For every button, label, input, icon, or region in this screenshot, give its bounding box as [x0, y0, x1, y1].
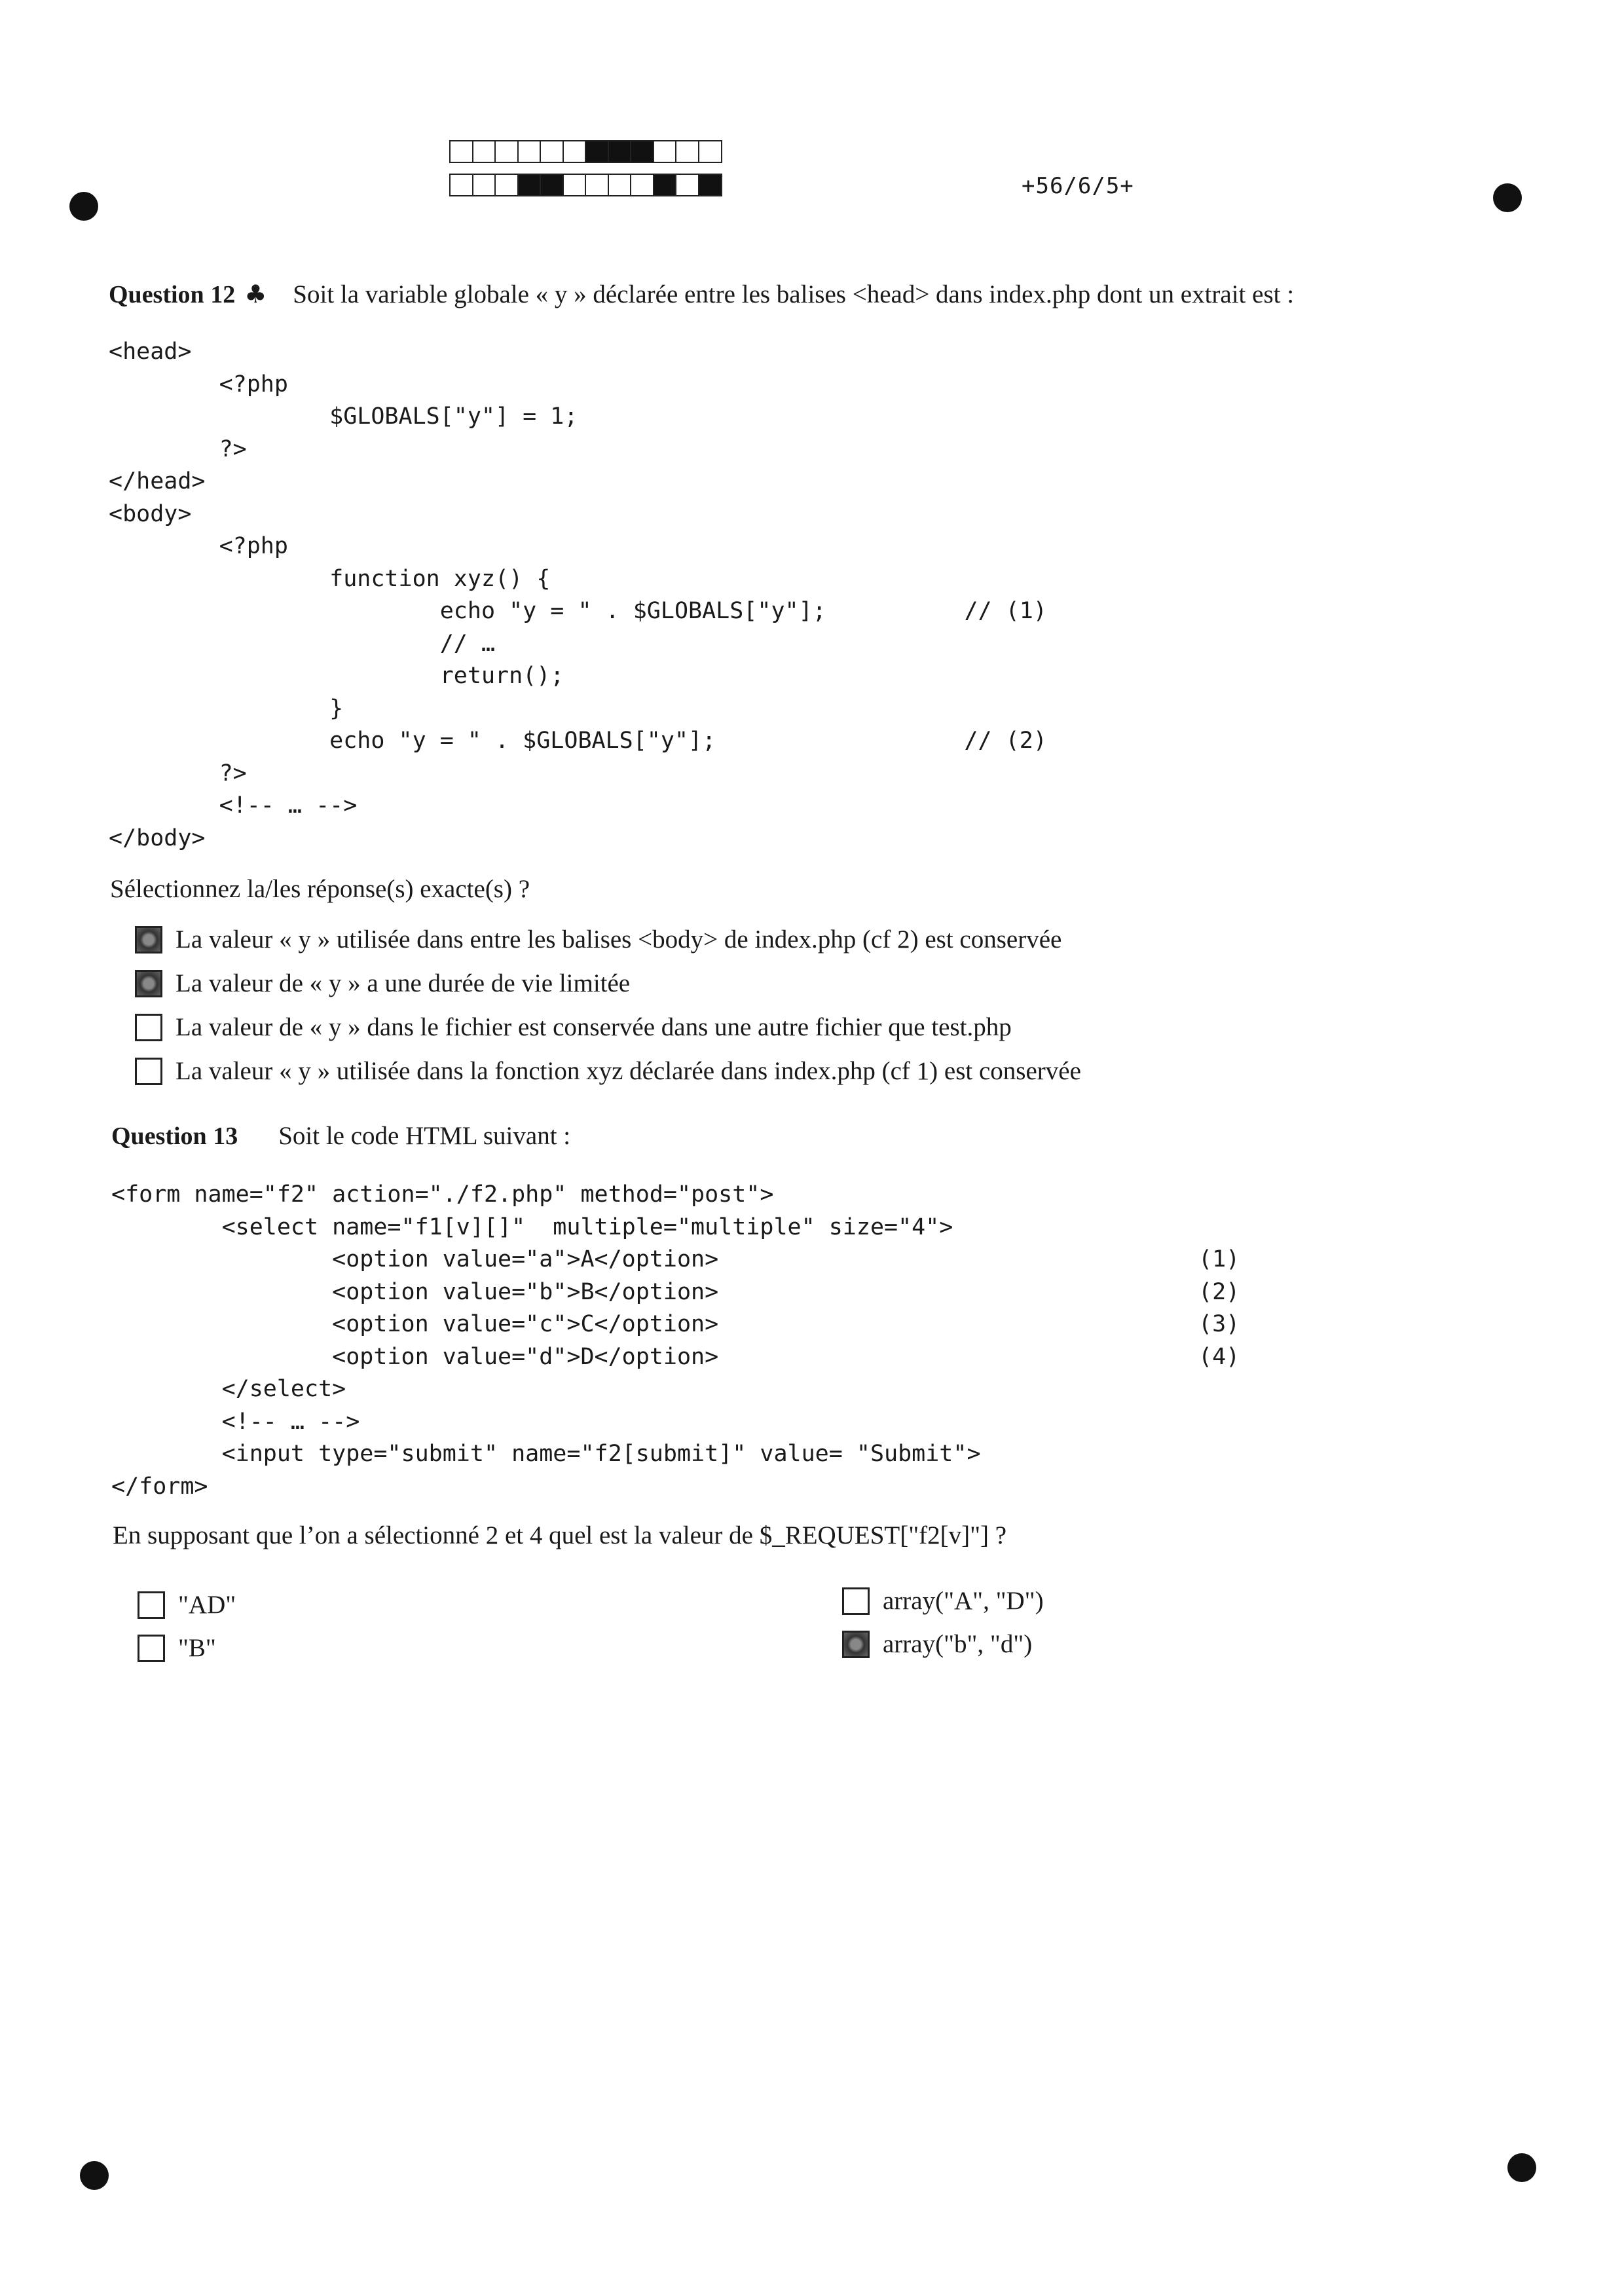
barcode-cell: [449, 174, 473, 196]
answer-choice[interactable]: [135, 1056, 1081, 1086]
question-13-header: [111, 1121, 570, 1151]
code-line: // …: [109, 630, 496, 657]
code-line: <option value="c">C</option>: [111, 1311, 719, 1337]
code-line: </head>: [109, 468, 206, 494]
checkbox-checked[interactable]: [135, 926, 162, 954]
barcode-cell: [675, 174, 699, 196]
code-line: }: [109, 695, 344, 722]
code-line: echo "y = " . $GLOBALS["y"]; // (1): [109, 598, 1047, 624]
question-13-label: Question 13: [111, 1122, 238, 1150]
barcode-cell: [494, 140, 519, 163]
answer-choice-label: "AD": [178, 1591, 236, 1619]
code-line: </select>: [111, 1376, 346, 1402]
answer-choice[interactable]: [842, 1629, 1032, 1659]
code-line: echo "y = " . $GLOBALS["y"]; // (2): [109, 728, 1047, 754]
registration-mark-bottom-left: [80, 2161, 109, 2190]
question-12-prompt: Sélectionnez la/les réponse(s) exacte(s) ?: [110, 875, 530, 903]
barcode-cell: [517, 174, 542, 196]
checkbox[interactable]: [138, 1635, 165, 1662]
code-line: $GLOBALS["y"] = 1;: [109, 403, 578, 430]
checkbox-checked[interactable]: [135, 970, 162, 997]
club-symbol: ♣: [244, 280, 267, 308]
barcode-cell: [630, 140, 654, 163]
code-line: <?php: [109, 533, 288, 559]
question-13-code-block: [111, 1183, 981, 1508]
answer-choice[interactable]: [138, 1590, 236, 1620]
code-line: <!-- … -->: [111, 1408, 360, 1435]
registration-mark-top-right: [1493, 183, 1522, 212]
barcode-top-row: [449, 140, 720, 163]
line-reference: (2): [1198, 1278, 1240, 1305]
barcode-cell: [449, 140, 473, 163]
answer-choice[interactable]: [842, 1586, 1044, 1616]
answer-choice-label: La valeur « y » utilisée dans la fonction xyz déclarée dans index.php (cf 1) est conservée: [175, 1057, 1081, 1085]
barcode-cell: [540, 140, 564, 163]
barcode-bottom-row: [449, 174, 720, 196]
answer-choice[interactable]: [135, 925, 1061, 954]
code-line: <head>: [109, 339, 192, 365]
barcode-cell: [517, 140, 542, 163]
question-12-header: [109, 280, 1294, 309]
line-reference: (3): [1198, 1311, 1240, 1337]
answer-choice-label: La valeur « y » utilisée dans entre les balises <body> de index.php (cf 2) est conservée: [175, 925, 1062, 954]
answer-choice-label: La valeur de « y » dans le fichier est conservée dans une autre fichier que test.php: [175, 1013, 1012, 1041]
barcode-cell: [563, 140, 587, 163]
barcode-cell: [585, 174, 609, 196]
answer-choice-label: array("A", "D"): [883, 1587, 1044, 1615]
code-line: </form>: [111, 1473, 208, 1500]
barcode-cell: [675, 140, 699, 163]
answer-choice[interactable]: [135, 969, 630, 998]
barcode-cell: [540, 174, 564, 196]
question-13-prompt: En supposant que l’on a sélectionné 2 et 4 quel est la valeur de $_REQUEST["f2[v]"] ?: [113, 1521, 1007, 1549]
answer-choice-label: La valeur de « y » a une durée de vie limitée: [175, 969, 631, 997]
checkbox[interactable]: [135, 1058, 162, 1085]
code-line: ?>: [109, 760, 247, 787]
barcode-cell: [563, 174, 587, 196]
barcode-cell: [698, 140, 722, 163]
checkbox[interactable]: [135, 1014, 162, 1041]
barcode-cell: [608, 140, 632, 163]
barcode-cell: [653, 140, 677, 163]
barcode-cell: [608, 174, 632, 196]
question-13-text: Soit le code HTML suivant :: [278, 1122, 571, 1150]
code-line: function xyz() {: [109, 565, 551, 592]
answer-choice[interactable]: [135, 1012, 1012, 1042]
checkbox-checked[interactable]: [842, 1631, 870, 1658]
code-line: <option value="d">D</option>: [111, 1343, 719, 1370]
barcode-cell: [472, 140, 496, 163]
barcode-cell: [630, 174, 654, 196]
code-line: </body>: [109, 824, 206, 851]
line-reference: (1): [1198, 1246, 1240, 1272]
page-code: +56/6/5+: [1022, 173, 1134, 199]
answer-choice[interactable]: [138, 1633, 216, 1663]
answer-choice-label: "B": [178, 1634, 216, 1662]
barcode-cell: [494, 174, 519, 196]
answer-choice-label: array("b", "d"): [883, 1630, 1033, 1658]
code-line: <select name="f1[v][]" multiple="multiple" size="4">: [111, 1213, 953, 1240]
barcode-cell: [585, 140, 609, 163]
code-line: <body>: [109, 500, 192, 527]
checkbox[interactable]: [842, 1587, 870, 1615]
code-line: <?php: [109, 371, 288, 398]
code-line: <input type="submit" name="f2[submit]" value= "Submit">: [111, 1441, 981, 1467]
checkbox[interactable]: [138, 1591, 165, 1619]
line-reference: (4): [1198, 1343, 1240, 1370]
question-12-label: Question 12: [109, 281, 236, 308]
registration-mark-bottom-right: [1507, 2153, 1536, 2182]
code-line: <form name="f2" action="./f2.php" method="post">: [111, 1181, 774, 1208]
code-line: return();: [109, 663, 564, 689]
barcode-cell: [698, 174, 722, 196]
code-line: ?>: [109, 435, 247, 462]
code-line: <option value="a">A</option>: [111, 1246, 719, 1272]
registration-mark-top-left: [69, 192, 98, 221]
barcode-cell: [653, 174, 677, 196]
barcode-cell: [472, 174, 496, 196]
question-12-text: Soit la variable globale « y » déclarée entre les balises <head> dans index.php dont un extrait est :: [293, 280, 1295, 308]
question-12-code-block: [109, 341, 1047, 859]
code-line: <option value="b">B</option>: [111, 1278, 719, 1305]
code-line: <!-- … -->: [109, 792, 358, 819]
